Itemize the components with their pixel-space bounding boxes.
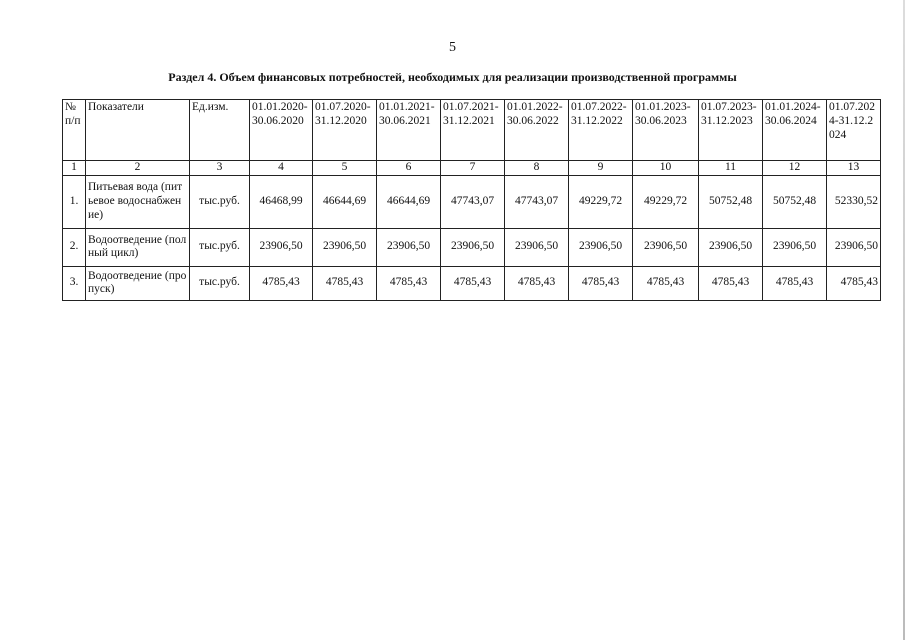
row-value: 4785,43 — [377, 266, 441, 300]
row-num: 2. — [63, 228, 86, 266]
header-period: 01.07.2023-31.12.2023 — [699, 100, 763, 161]
row-indicator: Водоотведение (пропуск) — [86, 266, 190, 300]
column-index: 7 — [441, 161, 505, 176]
row-value: 23906,50 — [827, 228, 881, 266]
column-index-row — [63, 161, 881, 176]
row-value: 49229,72 — [633, 175, 699, 228]
row-unit: тыс.руб. — [190, 266, 250, 300]
row-value: 23906,50 — [313, 228, 377, 266]
header-indicator: Показатели — [86, 100, 190, 161]
row-value: 4785,43 — [569, 266, 633, 300]
row-value: 23906,50 — [569, 228, 633, 266]
column-index: 12 — [763, 161, 827, 176]
page-number: 5 — [449, 40, 456, 55]
row-value: 23906,50 — [377, 228, 441, 266]
row-value: 4785,43 — [633, 266, 699, 300]
column-index: 5 — [313, 161, 377, 176]
row-value: 49229,72 — [569, 175, 633, 228]
header-period: 01.07.2022-31.12.2022 — [569, 100, 633, 161]
header-period: 01.01.2024-30.06.2024 — [763, 100, 827, 161]
row-unit: тыс.руб. — [190, 175, 250, 228]
row-value: 23906,50 — [699, 228, 763, 266]
header-period: 01.01.2023-30.06.2023 — [633, 100, 699, 161]
column-index: 10 — [633, 161, 699, 176]
row-value: 23906,50 — [633, 228, 699, 266]
row-value: 47743,07 — [441, 175, 505, 228]
header-period: 01.01.2022-30.06.2022 — [505, 100, 569, 161]
row-value: 4785,43 — [699, 266, 763, 300]
row-value: 46644,69 — [313, 175, 377, 228]
row-value: 23906,50 — [441, 228, 505, 266]
table-row — [63, 175, 881, 228]
column-index: 11 — [699, 161, 763, 176]
row-value: 50752,48 — [763, 175, 827, 228]
row-value: 4785,43 — [827, 266, 881, 300]
header-unit: Ед.изм. — [190, 100, 250, 161]
row-value: 4785,43 — [313, 266, 377, 300]
table-row — [63, 266, 881, 300]
column-index: 2 — [86, 161, 190, 176]
header-num: № п/п — [63, 100, 86, 161]
row-indicator: Водоотведение (полный цикл) — [86, 228, 190, 266]
row-value: 46644,69 — [377, 175, 441, 228]
column-index: 1 — [63, 161, 86, 176]
column-index: 13 — [827, 161, 881, 176]
row-value: 47743,07 — [505, 175, 569, 228]
row-unit: тыс.руб. — [190, 228, 250, 266]
row-value: 46468,99 — [250, 175, 313, 228]
row-value: 23906,50 — [763, 228, 827, 266]
column-index: 3 — [190, 161, 250, 176]
column-index: 8 — [505, 161, 569, 176]
row-value: 4785,43 — [763, 266, 827, 300]
row-num: 3. — [63, 266, 86, 300]
header-period: 01.07.2021-31.12.2021 — [441, 100, 505, 161]
row-value: 52330,52 — [827, 175, 881, 228]
column-index: 6 — [377, 161, 441, 176]
row-value: 4785,43 — [250, 266, 313, 300]
header-period: 01.07.2024-31.12.2024 — [827, 100, 881, 161]
row-value: 50752,48 — [699, 175, 763, 228]
header-period: 01.01.2021-30.06.2021 — [377, 100, 441, 161]
row-num: 1. — [63, 175, 86, 228]
row-value: 23906,50 — [250, 228, 313, 266]
header-row — [63, 100, 881, 161]
column-index: 4 — [250, 161, 313, 176]
financial-needs-table — [62, 99, 881, 301]
row-indicator: Питьевая вода (питьевое водоснабжение) — [86, 175, 190, 228]
header-period: 01.07.2020-31.12.2020 — [313, 100, 377, 161]
column-index: 9 — [569, 161, 633, 176]
row-value: 4785,43 — [505, 266, 569, 300]
row-value: 4785,43 — [441, 266, 505, 300]
section-title: Раздел 4. Объем финансовых потребностей, необходимых для реализации производственной программы — [168, 70, 737, 84]
row-value: 23906,50 — [505, 228, 569, 266]
header-period: 01.01.2020-30.06.2020 — [250, 100, 313, 161]
table-row — [63, 228, 881, 266]
